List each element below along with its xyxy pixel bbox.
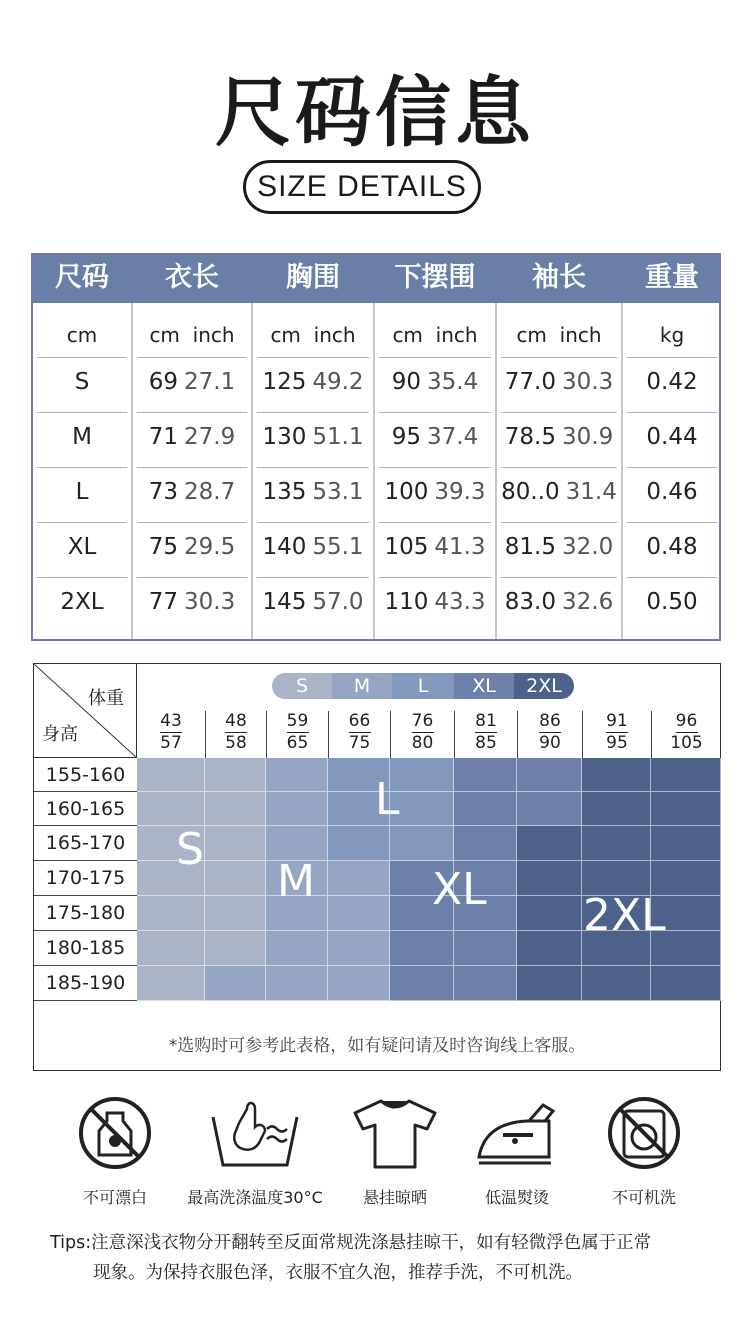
height-range: 170-175 bbox=[34, 861, 137, 896]
weight-range bbox=[390, 711, 454, 758]
sleeve-inch: 31.4 bbox=[565, 479, 617, 505]
fit-cell-s bbox=[137, 896, 205, 931]
fit-cell-xl bbox=[454, 931, 517, 966]
hem-inch: 43.3 bbox=[434, 589, 486, 615]
fit-cell-2xl bbox=[582, 758, 651, 792]
weight-cell: 0.44 bbox=[646, 424, 698, 450]
row-divider bbox=[137, 577, 247, 578]
low-iron-icon bbox=[473, 1095, 561, 1171]
fit-cell-m bbox=[205, 966, 266, 1001]
fit-cell-s bbox=[205, 931, 266, 966]
fit-cell-s bbox=[137, 792, 205, 826]
row-divider bbox=[501, 467, 617, 468]
fit-cell-xl bbox=[390, 966, 454, 1001]
row-divider bbox=[137, 467, 247, 468]
weight-range bbox=[517, 711, 582, 758]
row-divider bbox=[257, 412, 369, 413]
length-cm: 71 bbox=[148, 424, 179, 450]
fit-cell-xl bbox=[517, 792, 582, 826]
fit-cell-s bbox=[205, 896, 266, 931]
care-label: 低温熨烫 bbox=[484, 1188, 549, 1207]
hem-cell bbox=[375, 589, 495, 615]
care-hand-wash bbox=[180, 1095, 330, 1208]
fit-cell-xl bbox=[454, 758, 517, 792]
row-divider bbox=[257, 577, 369, 578]
weight-min: 66 bbox=[348, 711, 371, 731]
header-chest: 胸围 bbox=[286, 262, 340, 293]
weight-max: 90 bbox=[539, 733, 561, 753]
header-size: 尺码 bbox=[55, 262, 109, 293]
size-legend bbox=[272, 673, 574, 699]
row-divider bbox=[37, 522, 127, 523]
legend-l: L bbox=[392, 673, 454, 699]
size-cell: 2XL bbox=[60, 589, 104, 615]
fit-cell-m bbox=[328, 931, 390, 966]
unit-label: cm bbox=[66, 323, 98, 347]
row-divider bbox=[37, 467, 127, 468]
fit-cell-m bbox=[266, 966, 328, 1001]
chest-cm: 140 bbox=[262, 534, 307, 560]
fit-cell-s bbox=[137, 966, 205, 1001]
hem-inch: 39.3 bbox=[434, 479, 486, 505]
header-sleeve: 袖长 bbox=[532, 262, 586, 293]
page-title: 尺码信息 bbox=[215, 68, 535, 157]
weight-range bbox=[266, 711, 328, 758]
size-table-header bbox=[33, 253, 719, 303]
fit-cell-2xl bbox=[517, 896, 582, 931]
care-no-machine-wash bbox=[569, 1095, 719, 1208]
weight-range bbox=[454, 711, 517, 758]
weight-min: 76 bbox=[411, 711, 434, 731]
weight-range bbox=[205, 711, 266, 758]
row-divider bbox=[501, 357, 617, 358]
chest-inch: 49.2 bbox=[312, 369, 364, 395]
length-inch: 27.1 bbox=[184, 369, 236, 395]
row-divider bbox=[501, 522, 617, 523]
weight-range bbox=[651, 711, 721, 758]
sleeve-inch: 30.3 bbox=[562, 369, 614, 395]
fit-cell-m bbox=[328, 861, 390, 896]
legend-s: S bbox=[272, 673, 332, 699]
care-label: 不可漂白 bbox=[82, 1188, 147, 1207]
height-range: 160-165 bbox=[34, 792, 137, 826]
legend-xl: XL bbox=[454, 673, 514, 699]
fit-cell-2xl bbox=[651, 826, 721, 861]
length-inch: 27.9 bbox=[184, 424, 236, 450]
row-divider bbox=[257, 357, 369, 358]
weight-max: 85 bbox=[475, 733, 497, 753]
row-divider bbox=[501, 412, 617, 413]
length-cell bbox=[133, 369, 251, 395]
weight-max: 105 bbox=[670, 733, 703, 753]
sleeve-inch: 32.0 bbox=[562, 534, 614, 560]
sleeve-cell bbox=[497, 534, 621, 560]
length-inch: 28.7 bbox=[184, 479, 236, 505]
weight-min: 43 bbox=[160, 711, 182, 731]
weight-max: 57 bbox=[160, 733, 182, 753]
sleeve-cell bbox=[497, 479, 621, 505]
sleeve-cm: 77.0 bbox=[504, 369, 556, 395]
legend-m: M bbox=[332, 673, 392, 699]
length-inch: 29.5 bbox=[184, 534, 236, 560]
chest-cm: 125 bbox=[262, 369, 307, 395]
length-cell bbox=[133, 479, 251, 505]
hang-dry-icon bbox=[351, 1095, 439, 1171]
chest-inch: 53.1 bbox=[312, 479, 364, 505]
weight-range bbox=[137, 711, 205, 758]
weight-max: 58 bbox=[225, 733, 247, 753]
fit-chart bbox=[33, 663, 721, 1071]
weight-max: 80 bbox=[411, 733, 434, 753]
unit-label: cm inch bbox=[392, 323, 478, 347]
row-divider bbox=[37, 577, 127, 578]
care-label: 悬挂晾晒 bbox=[362, 1188, 427, 1207]
hem-cm: 100 bbox=[384, 479, 429, 505]
length-cm: 73 bbox=[148, 479, 179, 505]
weight-cell: 0.42 bbox=[646, 369, 698, 395]
row-divider bbox=[627, 357, 717, 358]
length-cell bbox=[133, 534, 251, 560]
length-cm: 75 bbox=[148, 534, 179, 560]
height-range: 155-160 bbox=[34, 758, 137, 792]
zone-label-2xl: 2XL bbox=[583, 890, 666, 941]
fit-cell-s bbox=[137, 931, 205, 966]
fit-cell-m bbox=[328, 966, 390, 1001]
chest-inch: 57.0 bbox=[312, 589, 364, 615]
hem-inch: 41.3 bbox=[434, 534, 486, 560]
row-divider bbox=[137, 412, 247, 413]
weight-min: 91 bbox=[606, 711, 628, 731]
row-divider bbox=[379, 467, 491, 468]
chest-cm: 130 bbox=[262, 424, 307, 450]
height-axis-label: 身高 bbox=[42, 724, 78, 745]
chest-cm: 135 bbox=[262, 479, 307, 505]
fit-cell-m bbox=[328, 896, 390, 931]
chest-cm: 145 bbox=[262, 589, 307, 615]
diagonal-header bbox=[34, 664, 137, 758]
row-divider bbox=[627, 577, 717, 578]
chest-cell bbox=[253, 534, 373, 560]
fit-cell-2xl bbox=[651, 758, 721, 792]
hem-cm: 105 bbox=[384, 534, 429, 560]
fit-cell-2xl bbox=[651, 966, 721, 1001]
row-divider bbox=[379, 412, 491, 413]
chest-inch: 55.1 bbox=[312, 534, 364, 560]
weight-axis-label: 体重 bbox=[88, 688, 124, 709]
sleeve-cell bbox=[497, 589, 621, 615]
row-divider bbox=[379, 577, 491, 578]
row-divider bbox=[137, 357, 247, 358]
weight-min: 96 bbox=[675, 711, 698, 731]
legend-2xl: 2XL bbox=[514, 673, 574, 699]
fit-cell-m bbox=[266, 792, 328, 826]
zone-label-xl: XL bbox=[432, 864, 487, 915]
row-divider bbox=[379, 357, 491, 358]
row-divider bbox=[627, 522, 717, 523]
care-label: 最高洗涤温度30°C bbox=[187, 1188, 323, 1207]
hem-cell bbox=[375, 424, 495, 450]
sleeve-cm: 81.5 bbox=[504, 534, 556, 560]
hem-inch: 37.4 bbox=[427, 424, 479, 450]
chest-cell bbox=[253, 424, 373, 450]
sleeve-inch: 30.9 bbox=[562, 424, 614, 450]
fit-cell-2xl bbox=[517, 861, 582, 896]
sleeve-cell bbox=[497, 424, 621, 450]
size-cell: M bbox=[72, 424, 92, 450]
fit-cell-2xl bbox=[517, 966, 582, 1001]
size-cell: L bbox=[75, 479, 89, 505]
fit-cell-2xl bbox=[582, 792, 651, 826]
weight-max: 75 bbox=[348, 733, 371, 753]
fit-cell-l bbox=[390, 826, 454, 861]
weight-cell: 0.50 bbox=[646, 589, 698, 615]
fit-cell-2xl bbox=[517, 931, 582, 966]
row-divider bbox=[257, 522, 369, 523]
sleeve-cm: 78.5 bbox=[504, 424, 556, 450]
size-table bbox=[31, 253, 721, 641]
fit-cell-2xl bbox=[582, 826, 651, 861]
weight-cell: 0.46 bbox=[646, 479, 698, 505]
sleeve-cell bbox=[497, 369, 621, 395]
size-cell: XL bbox=[67, 534, 97, 560]
length-inch: 30.3 bbox=[184, 589, 236, 615]
chest-inch: 51.1 bbox=[312, 424, 364, 450]
hem-cm: 110 bbox=[384, 589, 429, 615]
fit-cell-2xl bbox=[651, 792, 721, 826]
weight-max: 65 bbox=[286, 733, 309, 753]
size-cell: S bbox=[74, 369, 90, 395]
unit-label: kg bbox=[659, 323, 685, 347]
hem-cm: 95 bbox=[391, 424, 422, 450]
weight-min: 59 bbox=[286, 711, 309, 731]
weight-min: 81 bbox=[475, 711, 497, 731]
sleeve-inch: 32.6 bbox=[562, 589, 614, 615]
unit-label: cm inch bbox=[270, 323, 356, 347]
hem-inch: 35.4 bbox=[427, 369, 479, 395]
length-cell bbox=[133, 589, 251, 615]
length-cm: 69 bbox=[148, 369, 179, 395]
fit-cell-2xl bbox=[517, 826, 582, 861]
fit-cell-s bbox=[205, 861, 266, 896]
care-no-bleach bbox=[40, 1095, 190, 1208]
header-weight: 重量 bbox=[645, 262, 699, 293]
tips-line-1: Tips:注意深浅衣物分开翻转至反面常规洗涤悬挂晾干，如有轻微浮色属于正常 bbox=[50, 1233, 652, 1253]
weight-min: 48 bbox=[225, 711, 247, 731]
no-bleach-icon bbox=[77, 1095, 153, 1171]
fit-cell-xl bbox=[454, 792, 517, 826]
unit-label: cm inch bbox=[516, 323, 602, 347]
row-divider bbox=[37, 412, 127, 413]
row-divider bbox=[37, 357, 127, 358]
sleeve-cm: 80..0 bbox=[501, 479, 560, 505]
care-tips bbox=[50, 1228, 710, 1288]
fit-cell-s bbox=[137, 758, 205, 792]
header-hem: 下摆围 bbox=[394, 262, 476, 293]
fit-cell-xl bbox=[454, 826, 517, 861]
sleeve-cm: 83.0 bbox=[504, 589, 556, 615]
chest-cell bbox=[253, 479, 373, 505]
row-divider bbox=[379, 522, 491, 523]
chest-cell bbox=[253, 369, 373, 395]
fit-cell-xl bbox=[517, 758, 582, 792]
row-divider bbox=[501, 577, 617, 578]
fit-cell-xl bbox=[454, 966, 517, 1001]
zone-label-l: L bbox=[375, 774, 400, 825]
fit-cell-s bbox=[205, 792, 266, 826]
care-label: 不可机洗 bbox=[611, 1188, 676, 1207]
subtitle-badge: SIZE DETAILS bbox=[243, 160, 481, 214]
length-cell bbox=[133, 424, 251, 450]
hem-cell bbox=[375, 479, 495, 505]
length-cm: 77 bbox=[148, 589, 179, 615]
row-divider bbox=[627, 412, 717, 413]
zone-label-m: M bbox=[277, 856, 315, 907]
weight-cell: 0.48 bbox=[646, 534, 698, 560]
height-range: 165-170 bbox=[34, 826, 137, 861]
row-divider bbox=[137, 522, 247, 523]
tips-line-2: 现象。为保持衣服色泽，衣服不宜久泡，推荐手洗，不可机洗。 bbox=[93, 1263, 583, 1283]
weight-range bbox=[328, 711, 390, 758]
weight-min: 86 bbox=[539, 711, 561, 731]
hand-wash-30-icon bbox=[207, 1095, 303, 1171]
row-divider bbox=[257, 467, 369, 468]
height-range: 175-180 bbox=[34, 896, 137, 931]
row-divider bbox=[627, 467, 717, 468]
no-machine-wash-icon bbox=[606, 1095, 682, 1171]
height-range: 180-185 bbox=[34, 931, 137, 966]
fit-cell-xl bbox=[390, 931, 454, 966]
fit-chart-note: *选购时可参考此表格，如有疑问请及时咨询线上客服。 bbox=[168, 1036, 586, 1056]
unit-label: cm inch bbox=[149, 323, 235, 347]
height-range: 185-190 bbox=[34, 966, 137, 1001]
fit-cell-m bbox=[266, 931, 328, 966]
fit-cell-s bbox=[205, 826, 266, 861]
hem-cm: 90 bbox=[391, 369, 422, 395]
fit-cell-s bbox=[205, 758, 266, 792]
weight-max: 95 bbox=[606, 733, 628, 753]
weight-range bbox=[582, 711, 651, 758]
fit-cell-m bbox=[266, 758, 328, 792]
zone-label-s: S bbox=[176, 824, 204, 875]
header-length: 衣长 bbox=[165, 262, 219, 293]
hem-cell bbox=[375, 534, 495, 560]
fit-cell-2xl bbox=[582, 966, 651, 1001]
fit-cell-l bbox=[328, 826, 390, 861]
chest-cell bbox=[253, 589, 373, 615]
hem-cell bbox=[375, 369, 495, 395]
